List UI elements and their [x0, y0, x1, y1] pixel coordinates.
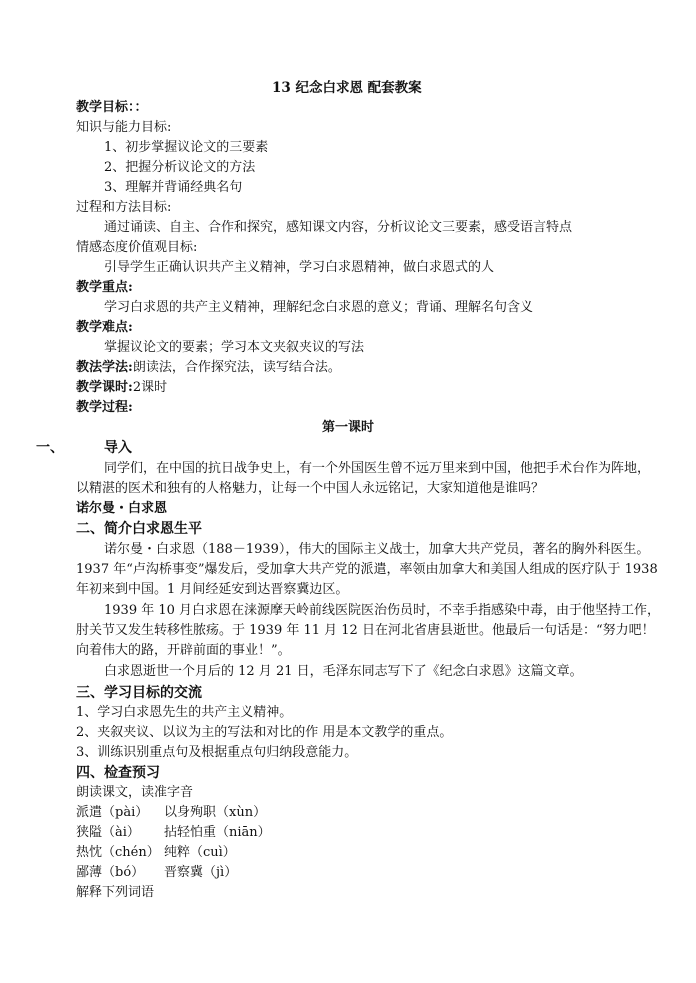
knowledge-label: 知识与能力目标:	[76, 120, 172, 135]
explain-words-line: 解释下列词语	[76, 885, 155, 900]
pinyin-word: 热忱（chén）	[76, 845, 160, 860]
section-1-number: 一、	[36, 440, 64, 456]
pinyin-word: 狭隘（ài）	[76, 825, 140, 840]
method-text: 朗读法，合作探究法，读写结合法。	[132, 360, 341, 375]
bio-line: 1937 年“卢沟桥事变”爆发后，受加拿大共产党的派遣，率领由加拿大和美国人组成的医疗队于 1938	[76, 562, 658, 577]
knowledge-item: 2、把握分析议论文的方法	[104, 160, 256, 175]
goals-label: 教学目标：：	[76, 100, 148, 115]
method-label: 教法学法:	[76, 360, 133, 375]
knowledge-item: 3、理解并背诵经典名句	[104, 180, 243, 195]
pinyin-word: 派遣（pài）	[76, 805, 149, 820]
section-4-title: 四、检查预习	[76, 765, 160, 781]
bio-line: 诺尔曼・白求恩（188－1939），伟大的国际主义战士，加拿大共产党员，著名的胸外科医生。	[104, 542, 650, 557]
pinyin-word: 拈轻怕重（niān）	[164, 825, 271, 840]
pinyin-word: 晋察冀（jì）	[164, 865, 238, 880]
section-1-title: 导入	[104, 440, 132, 456]
section-3-title: 三、学习目标的交流	[76, 685, 202, 701]
pinyin-word: 纯粹（cuì）	[164, 845, 236, 860]
bio-line: 1939 年 10 月白求恩在涞源摩天岭前线医院医治伤员时，不幸手指感染中毒，由于他坚持工作，	[104, 603, 661, 618]
bio-line: 白求恩逝世一个月后的 12 月 21 日，毛泽东同志写下了《纪念白求恩》这篇文章。	[104, 664, 583, 679]
document-title: 13 纪念白求恩 配套教案	[272, 80, 422, 96]
pinyin-word: 鄙薄（bó）	[76, 865, 145, 880]
hours-text: 2课时	[132, 380, 168, 395]
key-label: 教学重点:	[76, 280, 133, 295]
process-label: 过程和方法目标:	[76, 200, 172, 215]
method-line	[76, 359, 341, 377]
hours-label: 教学课时:	[76, 380, 133, 395]
name-line: 诺尔曼・白求恩	[76, 501, 168, 516]
intro-line: 同学们，在中国的抗日战争史上，有一个外国医生曾不远万里来到中国，他把手术台作为阵地，	[104, 461, 651, 476]
emotion-text: 引导学生正确认识共产主义精神，学习白求恩精神，做白求恩式的人	[104, 260, 495, 275]
bio-line: 肘关节又发生转移性脓疡。于 1939 年 11 月 12 日在河北省唐县逝世。他最后一句话是：“努力吧！	[76, 623, 655, 638]
difficulty-label: 教学难点:	[76, 320, 133, 335]
difficulty-text: 掌握议论文的要素；学习本文夹叙夹议的写法	[104, 340, 365, 355]
bio-line: 年初来到中国。1 月间经延安到达晋察冀边区。	[76, 582, 349, 597]
goal-item: 3、训练识别重点句及根据重点句归纳段意能力。	[76, 745, 358, 760]
goal-item: 1、学习白求恩先生的共产主义精神。	[76, 705, 293, 720]
section-2-title: 二、简介白求恩生平	[76, 521, 202, 537]
preview-intro: 朗读课文，读准字音	[76, 785, 194, 800]
process-text: 通过诵读、自主、合作和探究，感知课文内容，分析议论文三要素，感受语言特点	[104, 220, 573, 235]
knowledge-item: 1、初步掌握议论文的三要素	[104, 140, 269, 155]
intro-line: 以精湛的医术和独有的人格魅力，让每一个中国人永远铭记，大家知道他是谁吗？	[76, 481, 545, 496]
bio-line: 向着伟大的路，开辟前面的事业！”。	[76, 643, 291, 658]
lesson-title: 第一课时	[322, 420, 375, 435]
goal-item: 2、夹叙夹议、以议为主的写法和对比的作 用是本文教学的重点。	[76, 725, 453, 740]
key-text: 学习白求恩的共产主义精神，理解纪念白求恩的意义；背诵、理解名句含义	[104, 300, 534, 315]
procedure-label: 教学过程:	[76, 400, 133, 415]
pinyin-word: 以身殉职（xùn）	[164, 805, 267, 820]
emotion-label: 情感态度价值观目标:	[76, 240, 198, 255]
hours-line	[76, 379, 167, 397]
